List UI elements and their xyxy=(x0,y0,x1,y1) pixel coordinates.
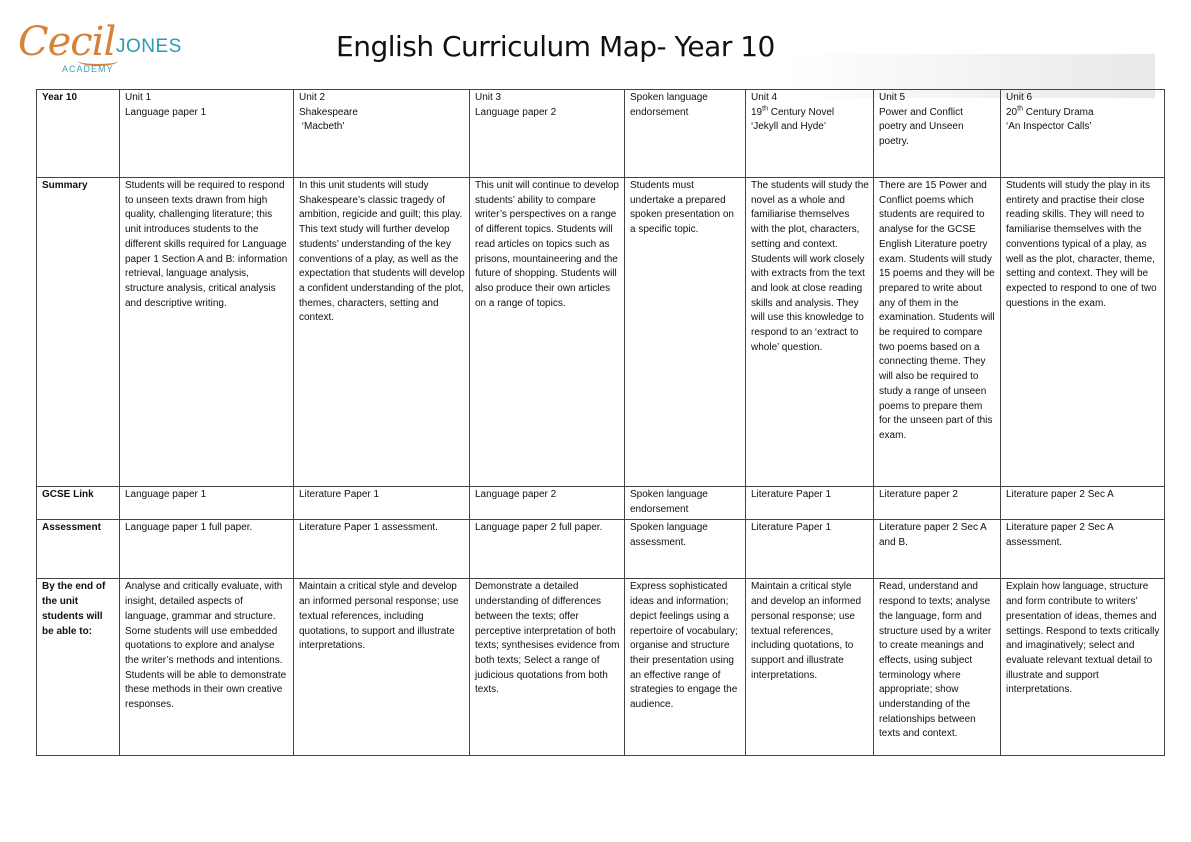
unit-title: Unit 3 xyxy=(475,92,502,103)
assessment-cell: Literature Paper 1 assessment. xyxy=(294,520,470,579)
assessment-label: Assessment xyxy=(37,520,120,579)
summary-cell: This unit will continue to develop students’ ability to compare writer’s perspectives on a range of different topics. Students will read articles on topics such as prisons, mountaineering and the future of shopping. Students will also produce their own articles on a range of topics. xyxy=(470,178,625,487)
summary-cell: The students will study the novel as a whole and familiarise themselves with the plot, characters, setting and context. Students will work closely with extracts from the text and look at close reading skills and analysis. They will use this knowledge to respond to an ‘extract to whole’ question. xyxy=(746,178,874,487)
unit-subtitle: endorsement xyxy=(630,106,689,118)
unit-subtitle xyxy=(751,106,869,121)
unit-subtitle: poetry and Unseen xyxy=(879,121,964,133)
unit-subtitle-rest: Century Drama xyxy=(1022,106,1094,118)
unit-subtitle-rest: Century Novel xyxy=(767,106,835,118)
unit-title: Unit 1 xyxy=(125,92,152,103)
summary-cell: There are 15 Power and Conflict poems which students are required to analyse for the GCSE English Literature poetry exam. Students will study 15 poems and they will be prepared to write about any of them in the examination. Students will be required to compare two poems based on a connecting theme. They will also be required to study a range of unseen poems to prepare them for the unseen part of this exam. xyxy=(874,178,1001,487)
summary-label: Summary xyxy=(37,178,120,487)
gcse-link-cell: Language paper 2 xyxy=(470,487,625,520)
unit-title: Unit 4 xyxy=(751,92,778,103)
outcomes-label: By the end of the unit students will be able to: xyxy=(37,579,120,756)
assessment-cell: Literature paper 2 Sec A assessment. xyxy=(1001,520,1165,579)
units-row xyxy=(37,90,1165,178)
assessment-cell: Literature paper 2 Sec A and B. xyxy=(874,520,1001,579)
unit-subtitle: Power and Conflict xyxy=(879,106,963,118)
outcome-cell: Express sophisticated ideas and information; depict feelings using a repertoire of vocabulary; organise and structure their presentation using an effective range of strategies to engage the audience. xyxy=(625,579,746,756)
summary-cell: Students must undertake a prepared spoken presentation on a specific topic. xyxy=(625,178,746,487)
gcse-link-cell: Literature Paper 1 xyxy=(294,487,470,520)
unit-title: Unit 6 xyxy=(1006,92,1033,103)
unit-subtitle: poetry. xyxy=(879,136,909,148)
unit-header-5 xyxy=(874,90,1001,178)
outcome-cell: Maintain a critical style and develop an informed personal response; use textual references, including quotations, to support and illustrate interpretations. xyxy=(746,579,874,756)
unit-header-4 xyxy=(746,90,874,178)
logo-cecil-text: Cecil xyxy=(18,19,116,65)
logo-jones-text: JONES xyxy=(116,36,182,57)
assessment-cell: Literature Paper 1 xyxy=(746,520,874,579)
unit-text-name: ‘An Inspector Calls’ xyxy=(1006,121,1092,133)
unit-title: Unit 2 xyxy=(299,92,326,103)
summary-cell: In this unit students will study Shakespeare’s classic tragedy of ambition, regicide and guilt; this play. This text study will further develop students’ understanding of the key conventions of a play, as well as the expectation that students will develop a confident understanding of the plot, themes, characters, setting and context. xyxy=(294,178,470,487)
outcome-cell: Analyse and critically evaluate, with insight, detailed aspects of language, grammar and structure. Some students will use embedded quotations to explore and analyse the writer’s methods and intentions. Students will be able to demonstrate these methods in their own creative responses. xyxy=(120,579,294,756)
unit-header-6 xyxy=(1001,90,1165,178)
year-label: Year 10 xyxy=(37,90,120,178)
unit-subtitle: Language paper 1 xyxy=(125,106,207,118)
unit-header-3 xyxy=(470,90,625,178)
gcse-link-cell: Spoken language endorsement xyxy=(625,487,746,520)
ordinal-number: 20 xyxy=(1006,106,1018,118)
outcome-cell: Explain how language, structure and form contribute to writers’ presentation of ideas, themes and settings. Respond to texts critically and imaginatively; select and evaluate relevant textual detail to illustrate and support interpretations. xyxy=(1001,579,1165,756)
assessment-cell: Language paper 1 full paper. xyxy=(120,520,294,579)
gcse-link-cell: Literature Paper 1 xyxy=(746,487,874,520)
unit-text-name: ‘Macbeth’ xyxy=(299,121,345,133)
unit-header-2 xyxy=(294,90,470,178)
unit-subtitle xyxy=(1006,106,1160,121)
unit-title: Spoken language xyxy=(630,92,708,103)
gcse-link-cell: Literature paper 2 xyxy=(874,487,1001,520)
outcome-cell: Read, understand and respond to texts; analyse the language, form and structure used by a writer to create meanings and effects, using subject terminology where appropriate; show understanding of the relationships between texts and context. xyxy=(874,579,1001,756)
curriculum-table xyxy=(36,89,1165,756)
logo-academy-text: ACADEMY xyxy=(62,64,114,74)
outcomes-row xyxy=(37,579,1165,756)
summary-cell: Students will study the play in its entirety and practise their close reading skills. They will need to familiarise themselves with the conventions typical of a play, as well as the plot, character, theme, setting and context. They will be expected to respond to one of two questions in the exam. xyxy=(1001,178,1165,487)
unit-header-1 xyxy=(120,90,294,178)
ordinal-number: 19 xyxy=(751,106,763,118)
summary-cell: Students will be required to respond to unseen texts drawn from high quality, challenging literature; this unit introduces students to the different skills required for Language paper 1 Section A and B: information retrieval, language analysis, structure analysis, critical analysis and descriptive writing. xyxy=(120,178,294,487)
outcome-cell: Demonstrate a detailed understanding of differences between the texts; offer perceptive interpretation of both texts; synthesises evidence from both texts; Select a range of judicious quotations from both texts. xyxy=(470,579,625,756)
academy-logo xyxy=(18,19,182,80)
gcse-link-label: GCSE Link xyxy=(37,487,120,520)
unit-text-name: ‘Jekyll and Hyde’ xyxy=(751,121,827,133)
gcse-link-cell: Literature paper 2 Sec A xyxy=(1001,487,1165,520)
page-title: English Curriculum Map- Year 10 xyxy=(336,30,775,63)
unit-header-spoken xyxy=(625,90,746,178)
gcse-link-cell: Language paper 1 xyxy=(120,487,294,520)
assessment-row xyxy=(37,520,1165,579)
gcse-link-row xyxy=(37,487,1165,520)
assessment-cell: Spoken language assessment. xyxy=(625,520,746,579)
outcome-cell: Maintain a critical style and develop an informed personal response; use textual references, including quotations, to support and illustrate interpretations. xyxy=(294,579,470,756)
unit-subtitle: Shakespeare xyxy=(299,106,358,118)
unit-title: Unit 5 xyxy=(879,92,906,103)
assessment-cell: Language paper 2 full paper. xyxy=(470,520,625,579)
ordinal-suffix: th xyxy=(1017,105,1023,113)
unit-subtitle: Language paper 2 xyxy=(475,106,557,118)
summary-row xyxy=(37,178,1165,487)
ordinal-suffix: th xyxy=(762,105,768,113)
